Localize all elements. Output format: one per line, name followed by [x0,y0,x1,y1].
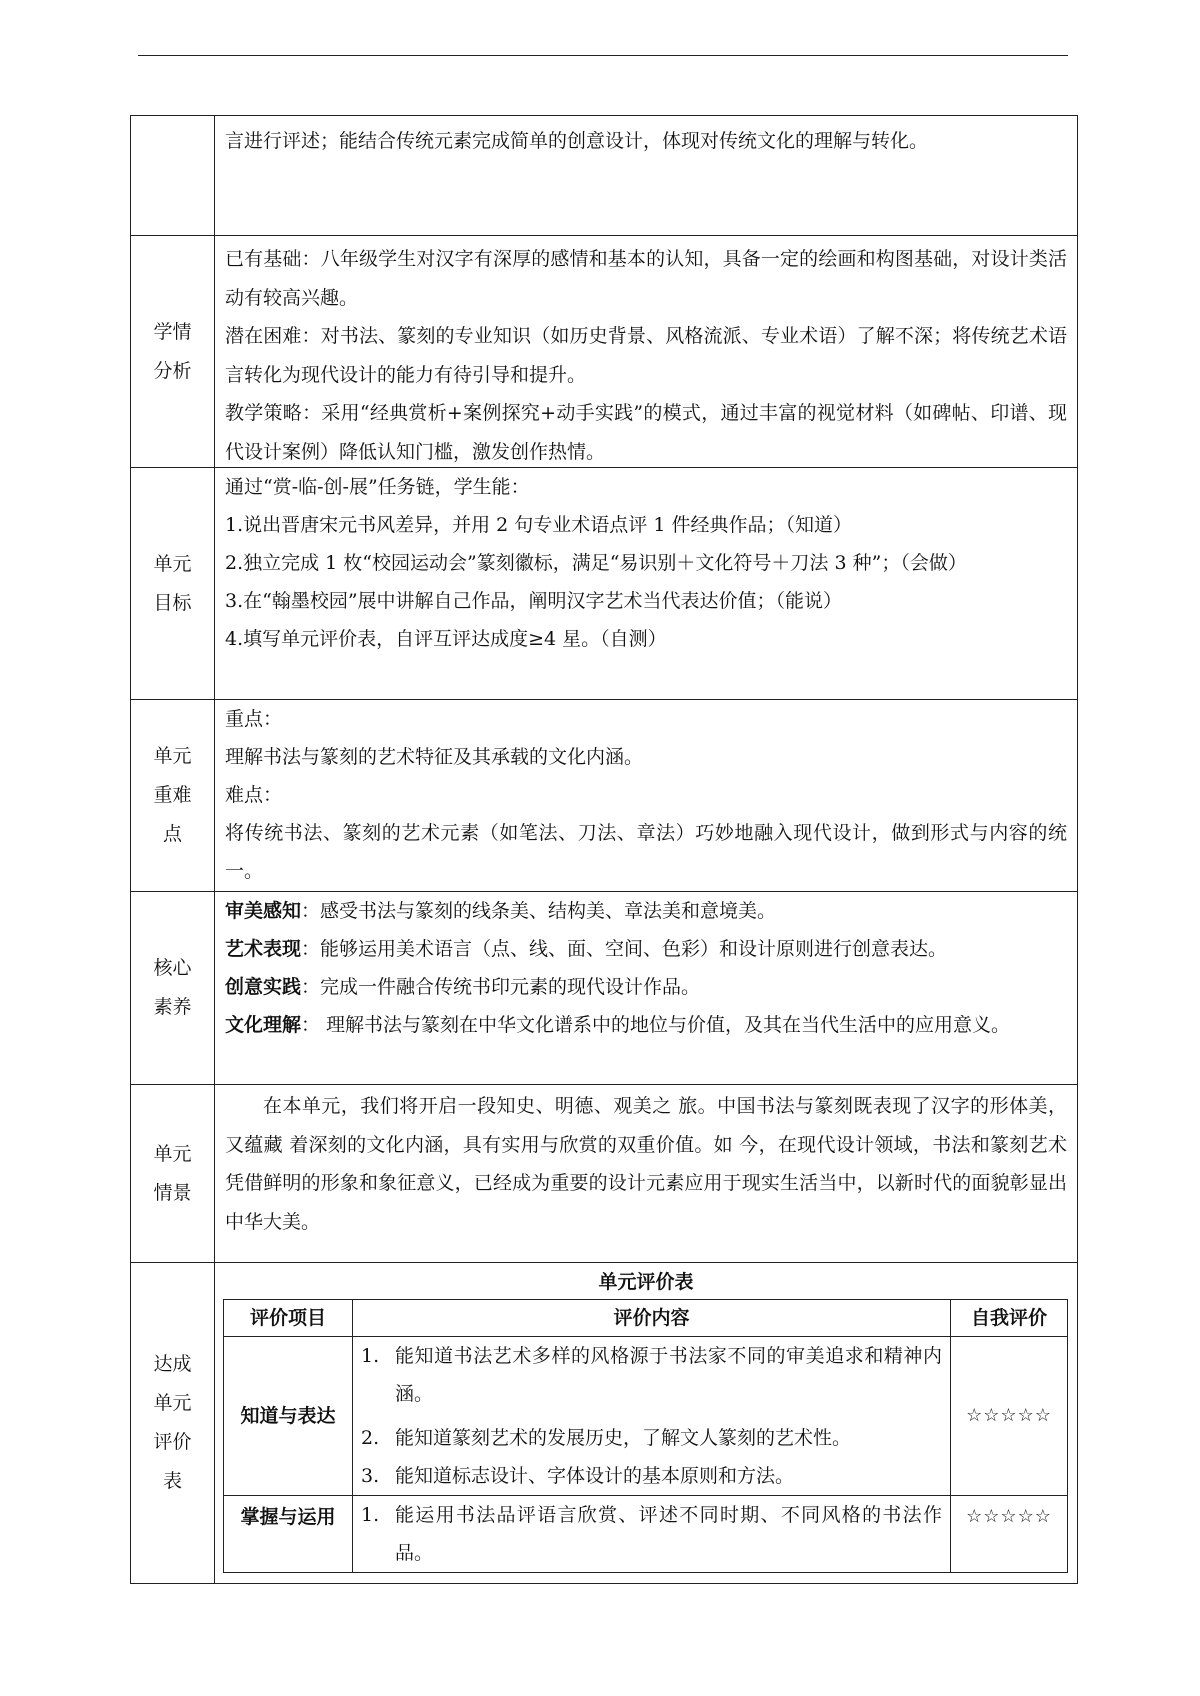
literacy-item [225,968,1067,1006]
label-line: 目标 [153,591,192,614]
literacy-term: 审美感知 [225,900,302,922]
paragraph: 4.填写单元评价表，自评互评达成度≥4 星。（自测） [225,628,667,650]
label-line: 单元 [153,552,192,575]
label-line: 单元 [153,1142,192,1165]
star-rating[interactable]: ☆☆☆☆☆ [951,1496,1068,1573]
literacy-text: ：感受书法与篆刻的线条美、结构美、章法美和意境美。 [301,900,777,922]
continuation-text: 言进行评述；能结合传统元素完成简单的创意设计，体现对传统文化的理解与转化。 [225,130,929,152]
row-content [215,116,1077,235]
list-item [361,1419,942,1457]
row-label [131,700,215,891]
label-line: 素养 [153,996,192,1018]
row-label [131,236,215,467]
evaluation-table-title: 单元评价表 [598,1271,694,1293]
label-line: 学情 [153,320,192,343]
label-line: 重难 [153,784,192,806]
header-self-rating: 自我评价 [951,1300,1068,1337]
label-line: 单元 [153,1392,192,1414]
paragraph: 重点： [225,708,283,730]
row-label [131,892,215,1084]
content-cell [353,1337,951,1496]
item-number: 3. [361,1465,380,1487]
literacy-item [225,1006,1067,1044]
category-cell: 掌握与运用 [224,1496,353,1573]
paragraph: 潜在困难：对书法、篆刻的专业知识（如历史背景、风格流派、专业术语）了解不深；将传统艺术语言转化为现代设计的能力有待引导和提升。 [225,325,1067,386]
literacy-term: 创意实践 [225,976,302,998]
row-content [215,468,1077,699]
label-line: 表 [162,1470,182,1492]
category-cell: 知道与表达 [224,1337,353,1496]
row-label [131,1085,215,1262]
label-line: 情景 [153,1181,192,1204]
literacy-text: ： 理解书法与篆刻在中华文化谱系中的地位与价值，及其在当代生活中的应用意义。 [301,1014,1011,1036]
header-content: 评价内容 [353,1300,951,1337]
content-cell [353,1496,951,1573]
row-continuation [131,116,1077,235]
list-item [361,1457,942,1495]
row-label [131,468,215,699]
paragraph: 理解书法与篆刻的艺术特征及其承载的文化内涵。 [225,746,644,768]
list-item [361,1496,942,1572]
item-number: 1. [361,1504,380,1526]
row-core-literacy [131,891,1077,1084]
item-text: 能运用书法品评语言欣赏、评述不同时期、不同风格的书法作品。 [395,1504,942,1564]
row-student-analysis [131,235,1077,467]
table-header-row [224,1300,1068,1337]
context-paragraph: 在本单元，我们将开启一段知史、明德、观美之 旅。中国书法与篆刻既表现了汉字的形体美，又蕴藏 着深刻的文化内涵，具有实用与欣赏的双重价值。如 今，在现代设计领域，书法和篆刻艺术凭借鲜明的形象和象征意义，已经成为重要的设计元素应用于现实生活当中，以新时代的面貌彰显出中华大美。 [225,1095,1067,1233]
literacy-term: 艺术表现 [225,938,302,960]
paragraph: 1.说出晋唐宋元书风差异，并用 2 句专业术语点评 1 件经典作品；（知道） [225,514,852,536]
literacy-item [225,892,1067,930]
row-unit-context [131,1084,1077,1262]
label-line: 单元 [153,745,192,767]
item-text: 能知道标志设计、字体设计的基本原则和方法。 [395,1465,795,1487]
evaluation-table [223,1299,1068,1573]
table-row [224,1337,1068,1496]
row-label-empty [131,116,215,235]
star-rating[interactable]: ☆☆☆☆☆ [951,1337,1068,1496]
item-number: 1. [361,1345,380,1367]
row-evaluation [131,1262,1077,1583]
row-label [131,1263,215,1583]
row-content [215,236,1077,467]
item-text: 能知道书法艺术多样的风格源于书法家不同的审美追求和精神内涵。 [395,1345,942,1405]
item-number: 2. [361,1427,380,1449]
table-row [224,1496,1068,1573]
list-item [361,1337,942,1413]
paragraph: 3.在“翰墨校园”展中讲解自己作品，阐明汉字艺术当代表达价值；（能说） [225,590,843,612]
label-line: 分析 [153,359,192,382]
paragraph: 通过“赏-临-创-展”任务链，学生能： [225,476,530,498]
header-category: 评价项目 [224,1300,353,1337]
literacy-text: ：能够运用美术语言（点、线、面、空间、色彩）和设计原则进行创意表达。 [301,938,948,960]
paragraph: 将传统书法、篆刻的艺术元素（如笔法、刀法、章法）巧妙地融入现代设计，做到形式与内容的统一。 [225,822,1067,882]
item-text: 能知道篆刻艺术的发展历史，了解文人篆刻的艺术性。 [395,1427,852,1449]
label-line: 评价 [153,1431,192,1453]
literacy-text: ：完成一件融合传统书印元素的现代设计作品。 [301,976,701,998]
paragraph: 教学策略：采用“经典赏析+案例探究+动手实践”的模式，通过丰富的视觉材料（如碑帖、印谱、现代设计案例）降低认知门槛，激发创作热情。 [225,402,1067,463]
row-content [215,1085,1077,1262]
label-line: 核心 [153,957,192,979]
row-unit-goals [131,467,1077,699]
lesson-plan-table [130,115,1078,1584]
row-content [215,700,1077,891]
literacy-item [225,930,1067,968]
label-line: 达成 [153,1353,192,1375]
paragraph: 2.独立完成 1 枚“校园运动会”篆刻徽标，满足“易识别＋文化符号＋刀法 3 种”；（会做） [225,552,967,574]
paragraph: 已有基础：八年级学生对汉字有深厚的感情和基本的认知，具备一定的绘画和构图基础，对设计类活动有较高兴趣。 [225,248,1067,309]
row-key-points [131,699,1077,891]
row-content [215,892,1077,1084]
paragraph: 难点： [225,784,283,806]
row-content [215,1263,1077,1583]
header-rule [138,55,1068,56]
literacy-term: 文化理解 [225,1014,302,1036]
label-line: 点 [162,823,182,845]
